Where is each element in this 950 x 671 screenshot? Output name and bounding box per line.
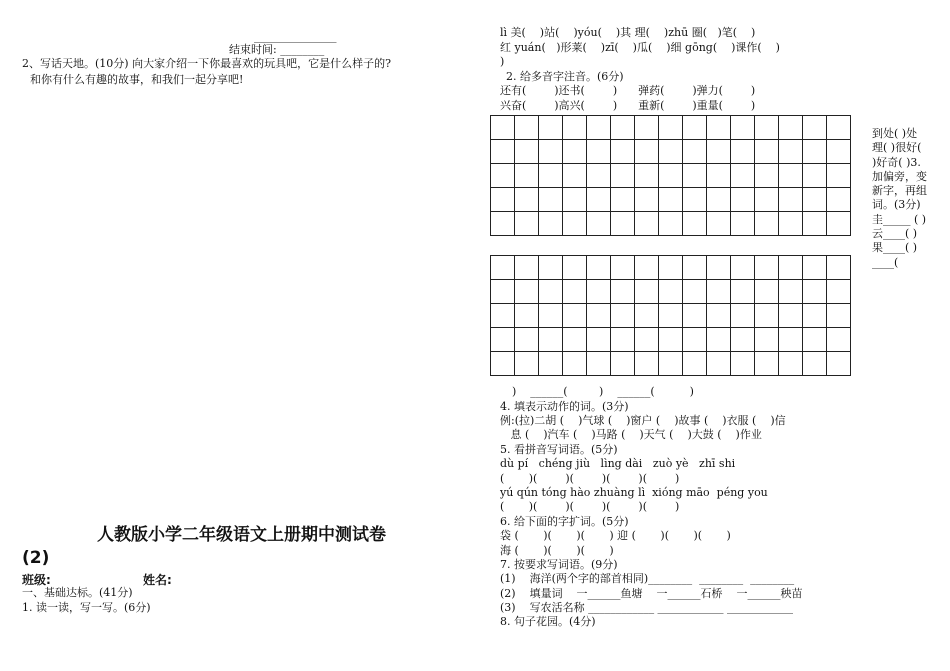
polyphone-row-1: 还有( )还书( ) 弹药( )弹力( ) [500, 84, 756, 97]
after-grid-line: ) ______( ) ______( ) [512, 385, 694, 398]
question-5-pinyin-2: yú qún tóng hào zhuàng lì xióng māo péng you [500, 486, 768, 499]
question-5-boxes-2: ( )( )( )( )( ) [500, 500, 680, 513]
question-4-line-1: 例:(拉)二胡 ( )气球 ( )窗户 ( )故事 ( )衣服 ( )信 [500, 414, 786, 427]
question-7-part-3: (3) 写农活名称 ____________ ____________ ____________ [500, 601, 794, 614]
question-5: 5. 看拼音写词语。(5分) [500, 443, 618, 456]
pinyin-row-1: lì 美( )站( )yóu( )其 理( )zhū 圈( )笔( ) [500, 26, 756, 39]
pinyin-row-2: 红 yuán( )形莱( )zī( )瓜( )细 gōng( )课作( ) [500, 41, 780, 54]
question-7-part-2: (2) 填量词 一______鱼塘 一______石桥 一______秧苗 [500, 587, 803, 600]
question-5-pinyin-1: dù pí chéng jiù lìng dài zuò yè zhī shi [500, 457, 736, 470]
question-1: 1. 读一读，写一写。(6分) [22, 601, 151, 614]
writing-question: 2、写话天地。(10分) 向大家介绍一下你最喜欢的玩具吧，它是什么样子的? [22, 57, 391, 70]
writing-grid-1 [490, 115, 851, 236]
end-time: 结束时间: ________ [229, 43, 325, 56]
side-column-text: 到处( )处理( )很好( )好奇( )3. 加偏旁，变新字，再组词。(3分) 圭_____ ( ) 云____( ) 果____( ) ____( [872, 127, 927, 269]
question-5-boxes-1: ( )( )( )( )( ) [500, 472, 680, 485]
question-6-line-1: 袋 ( )( )( ) 迎 ( )( )( ) [500, 529, 731, 542]
question-8: 8. 句子花园。(4分) [500, 615, 596, 628]
writing-question-cont: 和你有什么有趣的故事，和我们一起分享吧! [30, 73, 244, 86]
question-4: 4. 填表示动作的词。(3分) [500, 400, 629, 413]
writing-grid-2 [490, 255, 851, 376]
exam-title: 人教版小学二年级语文上册期中测试卷 [97, 525, 386, 545]
question-7: 7. 按要求写词语。(9分) [500, 558, 618, 571]
question-2: 2. 给多音字注音。(6分) [506, 70, 624, 83]
polyphone-row-2: 兴奋( )高兴( ) 重新( )重量( ) [500, 99, 756, 112]
dash-line: _______________ [254, 30, 337, 43]
question-4-line-2: 息 ( )汽车 ( )马路 ( )天气 ( )大鼓 ( )作业 [500, 428, 762, 441]
question-6: 6. 给下面的字扩词。(5分) [500, 515, 629, 528]
name-label: 姓名: [143, 573, 172, 587]
question-7-part-1: (1) 海洋(两个字的部首相同)________ ________ ________ [500, 572, 795, 585]
section-heading: 一、基础达标。(41分) [22, 586, 133, 599]
class-label: 班级: [22, 573, 51, 587]
exam-subtitle: (2) [22, 548, 50, 568]
question-6-line-2: 海 ( )( )( ) [500, 544, 614, 557]
pinyin-row-3: ) [500, 55, 505, 68]
